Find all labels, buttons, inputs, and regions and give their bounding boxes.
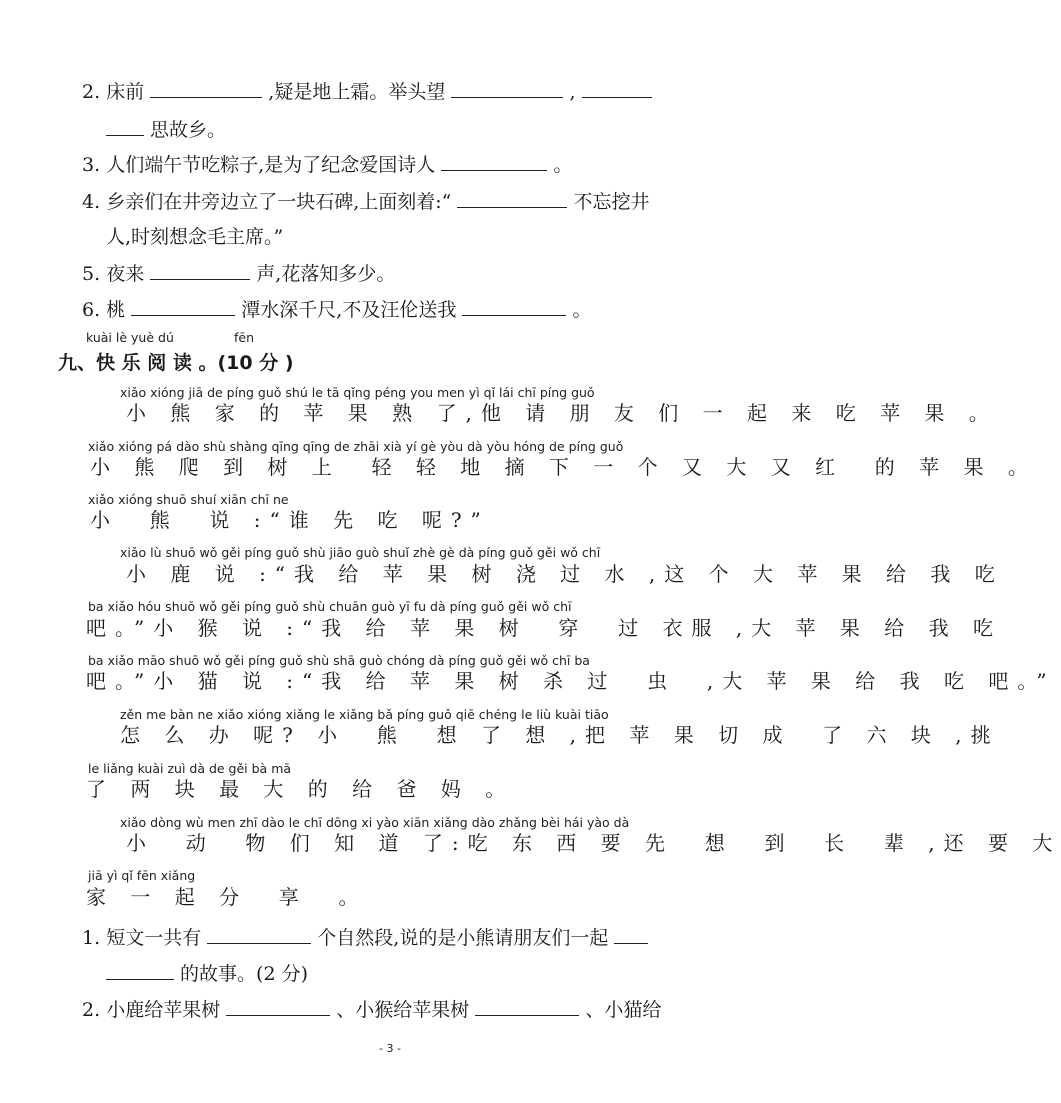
- answer-blank[interactable]: [451, 79, 563, 98]
- section-title: 九、快 乐 阅 读 。(10 分 ): [58, 352, 294, 374]
- passage-line: 小 动 物 们 知 道 了:吃 东 西 要 先 想 到 长 辈 ,还 要 大: [126, 831, 1061, 855]
- passage-line: 怎 么 办 呢? 小 熊 想 了 想 ,把 苹 果 切 成 了 六 块 ,挑: [120, 723, 1000, 747]
- question-1: 1. 短文一共有 个自然段,说的是小熊请朋友们一起: [82, 925, 648, 950]
- fill-item-3: 3. 人们端午节吃粽子,是为了纪念爱国诗人 。: [82, 154, 573, 176]
- fill-item-2-cont: 思故乡。: [106, 117, 226, 142]
- passage-pinyin: xiǎo xióng shuō shuí xiān chī ne: [88, 492, 289, 507]
- passage-line: 小 熊 家 的 苹 果 熟 了,他 请 朋 友 们 一 起 来 吃 苹 果 。: [126, 401, 998, 425]
- answer-blank[interactable]: [614, 925, 648, 944]
- answer-blank[interactable]: [582, 79, 652, 98]
- answer-blank[interactable]: [106, 961, 174, 980]
- answer-blank[interactable]: [441, 152, 547, 171]
- passage-line: 小 鹿 说 :“我 给 苹 果 树 浇 过 水 ,这 个 大 苹 果 给 我 吃: [126, 562, 1004, 586]
- passage-pinyin: jiā yì qǐ fēn xiǎng: [88, 868, 196, 883]
- passage-line: 吧。”小 猫 说 :“我 给 苹 果 树 杀 过 虫 ,大 苹 果 给 我 吃 吧。”: [86, 669, 1056, 693]
- answer-blank[interactable]: [207, 925, 311, 944]
- answer-blank[interactable]: [150, 79, 262, 98]
- answer-blank[interactable]: [106, 117, 144, 136]
- passage-pinyin: ba xiǎo hóu shuō wǒ gěi píng guǒ shù chuān guò yī fu dà píng guǒ gěi wǒ chī: [88, 599, 572, 614]
- passage-pinyin: ba xiǎo māo shuō wǒ gěi píng guǒ shù shā guò chóng dà píng guǒ gěi wǒ chī ba: [88, 653, 590, 668]
- page-number: - 3 -: [379, 1042, 401, 1055]
- fill-item-4: 4. 乡亲们在井旁边立了一块石碑,上面刻着:“ 不忘挖井: [82, 191, 650, 213]
- answer-blank[interactable]: [462, 297, 566, 316]
- passage-line: 小 熊 说 :“谁 先 吃 呢?”: [90, 508, 490, 532]
- fill-item-5: 5. 夜来 声,花落知多少。: [82, 263, 396, 285]
- passage-pinyin: xiǎo xióng jiā de píng guǒ shú le tā qǐng péng you men yì qǐ lái chī píng guǒ: [120, 385, 595, 400]
- fill-item-6: 6. 桃 潭水深千尺,不及汪伦送我 。: [82, 299, 592, 321]
- question-1-cont: 的故事。(2 分): [106, 961, 308, 986]
- passage-pinyin: xiǎo lù shuō wǒ gěi píng guǒ shù jiāo guò shuǐ zhè gè dà píng guǒ gěi wǒ chī: [120, 545, 601, 560]
- passage-line: 了 两 块 最 大 的 给 爸 妈 。: [86, 777, 515, 801]
- passage-line: 小 熊 爬 到 树 上 轻 轻 地 摘 下 一 个 又 大 又 红 的 苹 果 。: [90, 455, 1037, 479]
- passage-line: 家 一 起 分 享 。: [86, 885, 368, 909]
- fill-item-4-cont: 人,时刻想念毛主席。”: [106, 226, 284, 248]
- answer-blank[interactable]: [150, 261, 250, 280]
- passage-pinyin: xiǎo dòng wù men zhī dào le chī dōng xi yào xiān xiǎng dào zhǎng bèi hái yào dà: [120, 815, 630, 830]
- answer-blank[interactable]: [475, 997, 579, 1016]
- passage-line: 吧。”小 猴 说 :“我 给 苹 果 树 穿 过 衣服 ,大 苹 果 给 我 吃: [86, 616, 1002, 640]
- fill-item-2: 2. 床前 ,疑是地上霜。举头望 ,: [82, 79, 652, 104]
- answer-blank[interactable]: [226, 997, 330, 1016]
- answer-blank[interactable]: [131, 297, 235, 316]
- answer-blank[interactable]: [457, 189, 567, 208]
- section-pinyin: kuài lè yuè dú: [86, 330, 174, 345]
- section-pinyin: fēn: [234, 330, 255, 345]
- passage-pinyin: le liǎng kuài zuì dà de gěi bà mā: [88, 761, 292, 776]
- passage-pinyin: zěn me bàn ne xiǎo xióng xiǎng le xiǎng bǎ píng guǒ qiē chéng le liù kuài tiāo: [120, 707, 609, 722]
- question-2: 2. 小鹿给苹果树 、小猴给苹果树 、小猫给: [82, 999, 662, 1021]
- passage-pinyin: xiǎo xióng pá dào shù shàng qīng qīng de zhāi xià yí gè yòu dà yòu hóng de píng guǒ: [88, 439, 624, 454]
